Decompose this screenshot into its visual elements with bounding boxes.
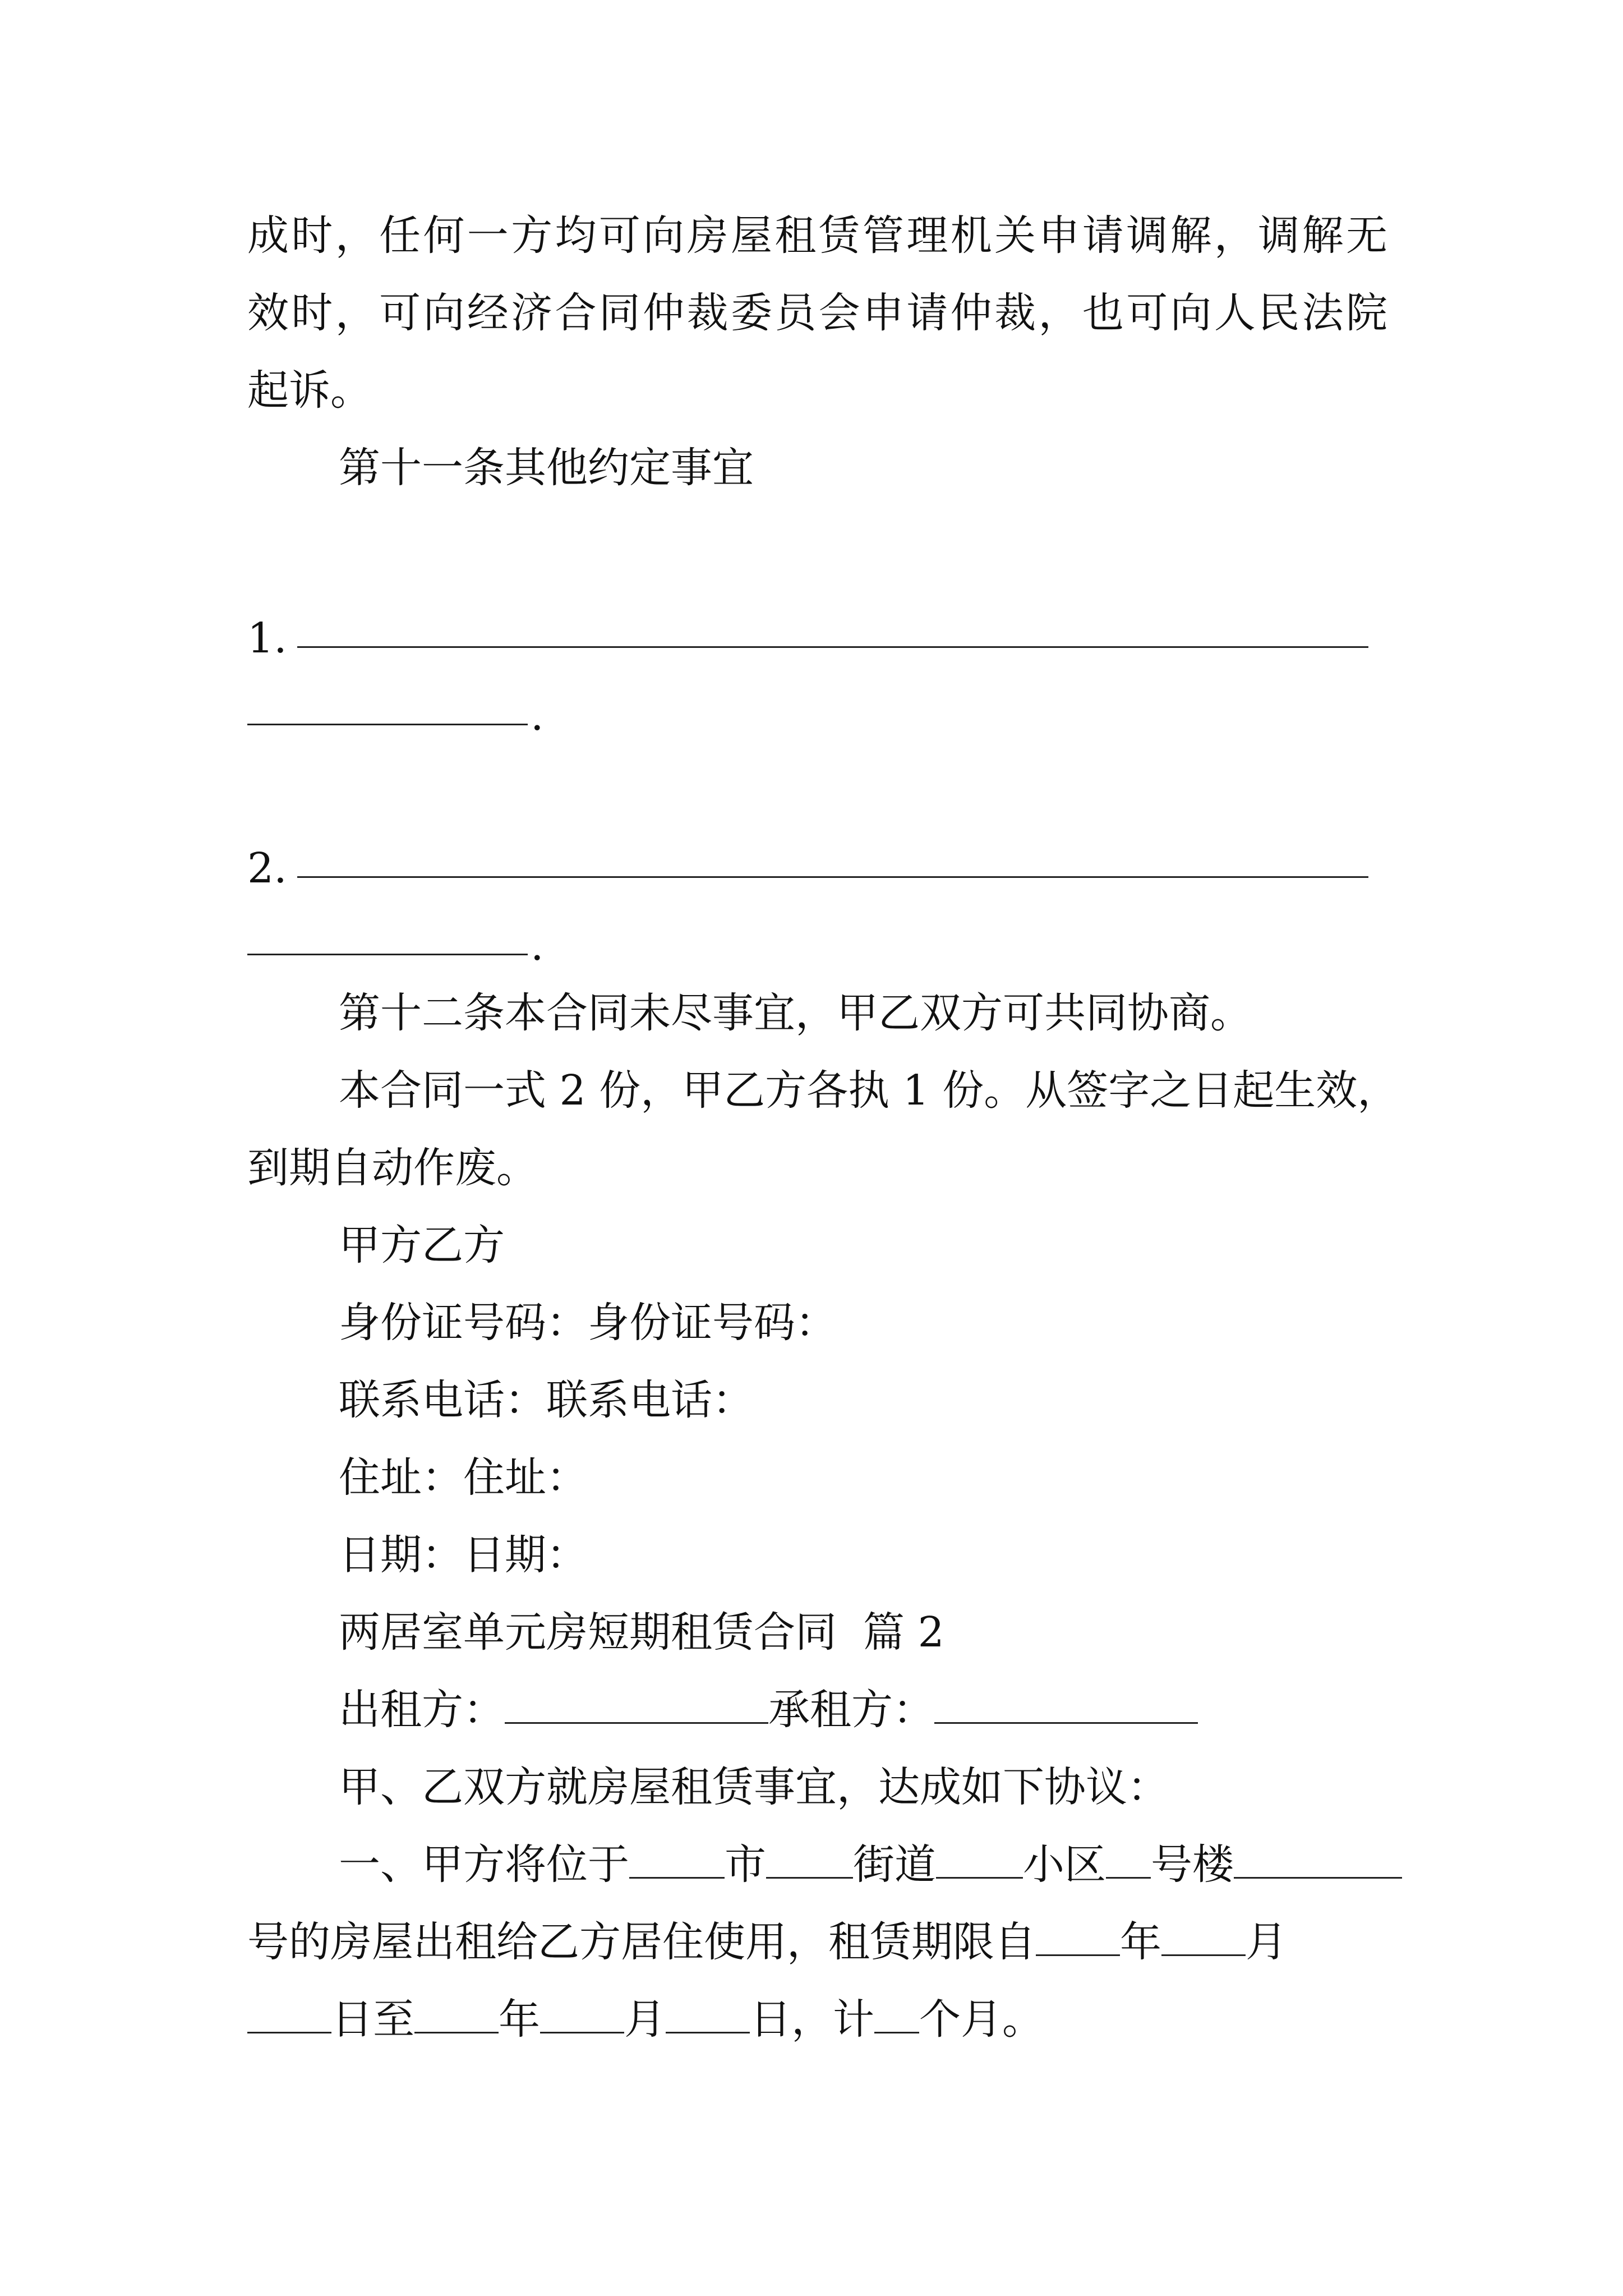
paragraph-line: 起诉。 [247, 366, 372, 415]
room-blank [1234, 1842, 1402, 1879]
city-blank [629, 1842, 725, 1879]
clause-text: 年 [1120, 1918, 1161, 1966]
clause-text: 街道 [853, 1841, 936, 1889]
clause-text: 市 [725, 1841, 766, 1889]
lessor-lessee-line [339, 1683, 1198, 1737]
item-2-end: . [531, 922, 544, 970]
clause-text: 个月。 [919, 1995, 1044, 2044]
end-month-blank [540, 1997, 624, 2033]
start-day-blank [247, 1997, 331, 2033]
months-blank [874, 1997, 919, 2033]
clause-text: 日至 [331, 1995, 414, 2044]
item-2-number: 2. [247, 844, 287, 892]
community-blank [936, 1842, 1023, 1879]
date-label: 日期：日期： [339, 1531, 588, 1579]
copies-line-cont: 到期自动作废。 [247, 1144, 538, 1192]
item-1-blank-line [297, 646, 1368, 648]
building-blank [1106, 1842, 1151, 1879]
item-1-blank-continuation [247, 724, 528, 725]
item-1-number: 1. [247, 614, 287, 662]
clause-1-line-3 [247, 1993, 1044, 2046]
start-year-blank [1036, 1920, 1120, 1956]
clause-text: 一、甲方将位于 [339, 1841, 629, 1889]
article-12: 第十二条本合同未尽事宜，甲乙双方可共同协商。 [339, 989, 1252, 1037]
item-1-end: . [531, 692, 544, 740]
lessee-blank [934, 1687, 1198, 1724]
parties-label: 甲方乙方 [339, 1221, 505, 1269]
copies-line: 本合同一式 2 份，甲乙方各执 1 份。从签字之日起生效， [339, 1066, 1399, 1115]
clause-text: 月 [1246, 1918, 1287, 1966]
start-month-blank [1161, 1920, 1246, 1956]
paragraph-line: 成时，任何一方均可向房屋租赁管理机关申请调解，调解无 [247, 211, 1387, 260]
section-title: 两居室单元房短期租赁合同 篇 2 [339, 1608, 944, 1657]
clause-1-line-1 [339, 1838, 1402, 1892]
phone-label: 联系电话：联系电话： [339, 1376, 754, 1424]
clause-text: 号的房屋出租给乙方居住使用，租赁期限自 [247, 1918, 1036, 1966]
item-2-blank-line [297, 876, 1368, 878]
lessor-blank [505, 1687, 768, 1724]
street-blank [766, 1842, 853, 1879]
lessor-label: 出租方： [339, 1686, 505, 1734]
clause-text: 年 [499, 1995, 540, 2044]
paragraph-line: 效时，可向经济合同仲裁委员会申请仲裁，也可向人民法院 [247, 289, 1387, 337]
clause-text: 日，计 [750, 1995, 874, 2044]
agreement-intro: 甲、乙双方就房屋租赁事宜，达成如下协议： [339, 1763, 1169, 1811]
article-11-heading: 第十一条其他约定事宜 [339, 444, 754, 492]
clause-text: 小区 [1023, 1841, 1106, 1889]
end-day-blank [666, 1997, 750, 2033]
lessee-label: 承租方： [768, 1686, 934, 1734]
item-2-blank-continuation [247, 954, 528, 955]
id-number-label: 身份证号码：身份证号码： [339, 1299, 837, 1347]
clause-text: 号楼 [1151, 1841, 1234, 1889]
address-label: 住址：住址： [339, 1453, 588, 1502]
clause-text: 月 [624, 1995, 666, 2044]
end-year-blank [414, 1997, 499, 2033]
clause-1-line-2 [247, 1915, 1287, 1969]
